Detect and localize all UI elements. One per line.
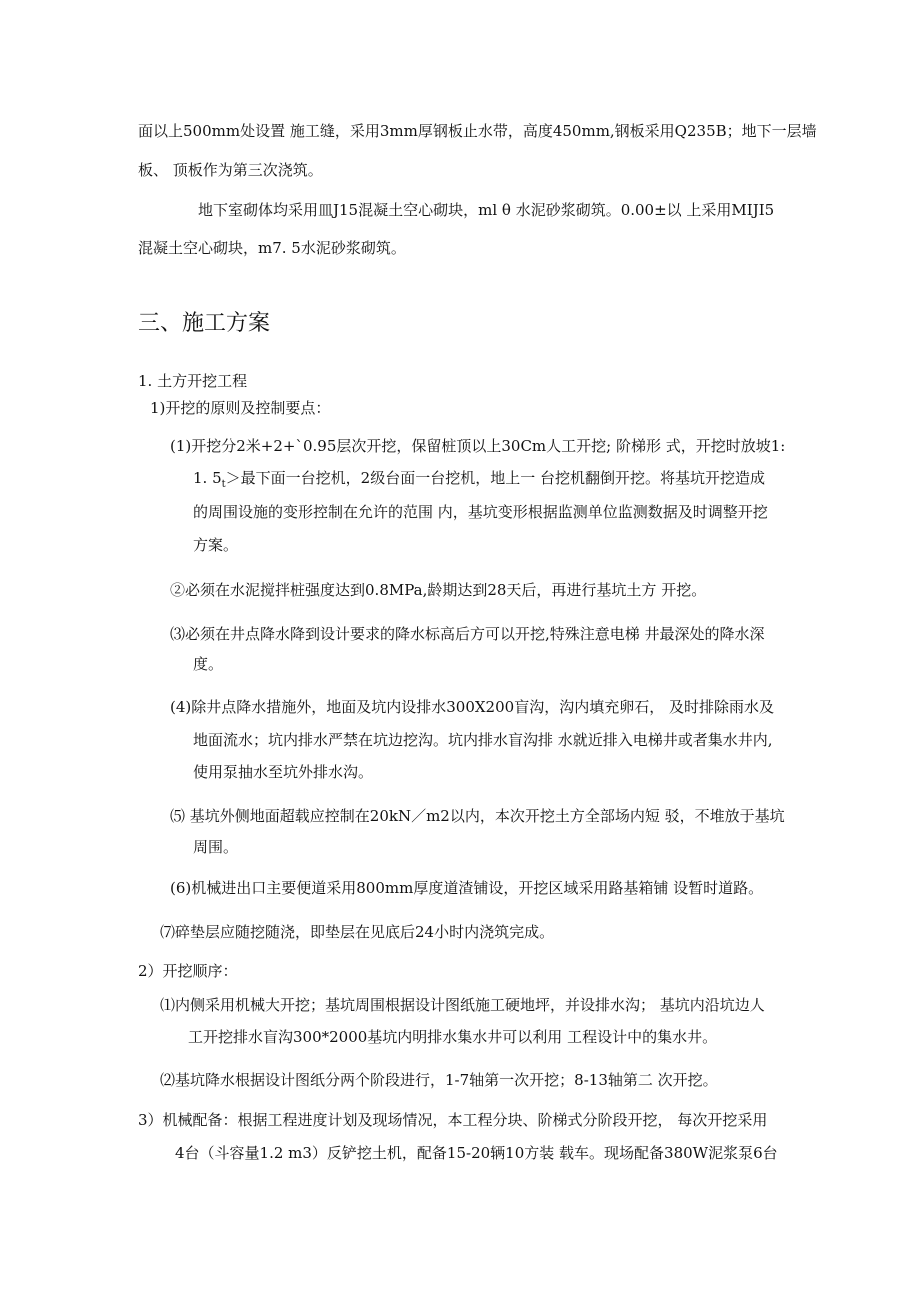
paragraph-line: 面以上500mm处设置 施工缝，采用3mm厚钢板止水带，高度450mm,钢板采用Q235B；地下一层墙	[138, 122, 817, 140]
list-item: ⑺碎垫层应随挖随浇，即垫层在见底后24小时内浇筑完成。	[160, 923, 555, 941]
section-heading: 三、施工方案	[138, 311, 271, 336]
list-item: (6)机械进出口主要便道采用800mm厚度道渣铺设，开挖区域采用路基箱铺 设暂时道路。	[170, 879, 764, 897]
line-subscript: t	[221, 479, 226, 490]
paragraph-line: 地面流水；坑内排水严禁在坑边挖沟。坑内排水盲沟排 水就近排入电梯井或者集水井内,	[193, 731, 773, 749]
paragraph-line: 板、 顶板作为第三次浇筑。	[138, 161, 323, 179]
list-item: 3）机械配备：根据工程进度计划及现场情况，本工程分块、阶梯式分阶段开挖， 每次开挖采用	[138, 1111, 768, 1129]
paragraph-line: 工开挖排水盲沟300*2000基坑内明排水集水井可以利用 工程设计中的集水井。	[188, 1028, 718, 1046]
list-item: ⑴内侧采用机械大开挖；基坑周围根据设计图纸施工硬地坪，并设排水沟； 基坑内沿坑边人	[160, 996, 765, 1014]
paragraph-line	[193, 468, 765, 495]
paragraph-line: 4台（斗容量1.2 m3）反铲挖土机，配备15-20辆10方装 载车。现场配备380W泥浆泵6台	[175, 1144, 778, 1162]
subsection-title: 1. 土方开挖工程	[138, 372, 248, 390]
list-item: 1)开挖的原则及控制要点：	[150, 399, 331, 417]
paragraph-line: 周围。	[193, 838, 239, 856]
line-rest: ＞最下面一台挖机，2级台面一台挖机，地上一 台挖机翻倒开挖。将基坑开挖造成	[225, 469, 765, 487]
list-item: (4)除井点降水措施外，地面及坑内设排水300X200盲沟，沟内填充卵石， 及时排除雨水及	[170, 698, 774, 716]
list-item: ⑸ 基坑外侧地面超载应控制在20kN／m2以内，本次开挖土方全部场内短 驳，不堆放于基坑	[170, 807, 785, 825]
paragraph-line: 使用泵抽水至坑外排水沟。	[193, 763, 374, 781]
paragraph-line: 度。	[193, 655, 224, 673]
paragraph-line: 的周围设施的变形控制在允许的范围 内，基坑变形根据监测单位监测数据及时调整开挖	[193, 503, 768, 521]
paragraph-line: 混凝土空心砌块，m7. 5水泥砂浆砌筑。	[138, 239, 406, 257]
list-item: ⑵基坑降水根据设计图纸分两个阶段进行，1-7轴第一次开挖；8-13轴第二 次开挖。	[160, 1071, 718, 1089]
list-item: (1)开挖分2米+2+`0.95层次开挖，保留桩顶以上30Cm人工开挖; 阶梯形 式，开挖时放坡1:	[170, 437, 786, 455]
list-item: ②必须在水泥搅拌桩强度达到0.8MPa,龄期达到28天后，再进行基坑土方 开挖。	[170, 581, 707, 599]
paragraph-line: 地下室砌体均采用皿J15混凝土空心砌块，ml θ 水泥砂浆砌筑。0.00±以 上采用MIJI5	[198, 201, 775, 219]
list-item: ⑶必须在井点降水降到设计要求的降水标高后方可以开挖,特殊注意电梯 井最深处的降水深	[170, 625, 765, 643]
line-prefix: 1. 5	[193, 469, 222, 487]
paragraph-line: 方案。	[193, 536, 239, 554]
subsection-title: 2）开挖顺序：	[138, 962, 238, 980]
